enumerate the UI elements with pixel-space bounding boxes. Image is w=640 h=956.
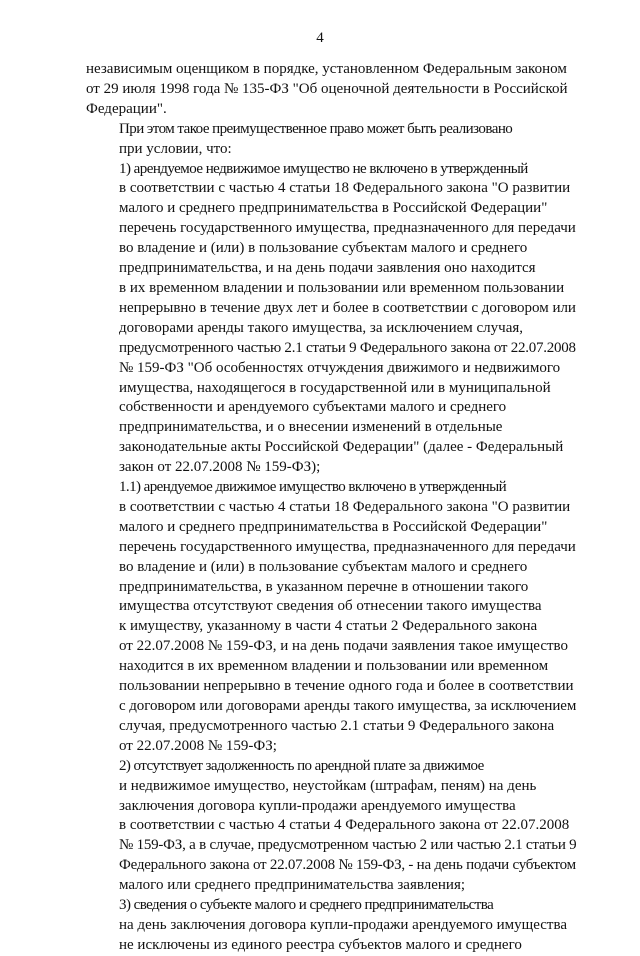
text-line: договорами аренды такого имущества, за исключением случая, (119, 319, 524, 336)
text-line: с договором или договорами аренды такого имущества, за исключением (119, 698, 577, 714)
text-line: в их временном владении и пользовании или временном пользовании (119, 279, 565, 296)
paragraph (86, 478, 576, 757)
text-line: непрерывно в течение двух лет и более в соответствии с договором или (119, 299, 576, 316)
text-line: во владение и (или) в пользование субъектам малого и среднего (119, 558, 528, 575)
text-line: При этом такое преимущественное право может быть реализовано (119, 120, 513, 137)
text-line: независимым оценщиком в порядке, установленном Федеральным законом (86, 61, 567, 77)
text-line: перечень государственного имущества, предназначенного для передачи (119, 538, 576, 555)
text-line: малого и среднего предпринимательства в Российской Федерации" (119, 200, 548, 217)
text-line: № 159-ФЗ, а в случае, предусмотренном частью 2 или частью 2.1 статьи 9 (119, 837, 577, 854)
document-body (86, 60, 576, 956)
text-line: № 159-ФЗ "Об особенностях отчуждения движимого и недвижимого (119, 359, 561, 376)
text-line: при условии, что: (119, 140, 232, 157)
paragraph (86, 60, 576, 120)
text-line: 3) сведения о субъекте малого и среднего предпринимательства (119, 897, 494, 914)
text-line: перечень государственного имущества, предназначенного для передачи (119, 220, 576, 237)
text-line: предпринимательства, в указанном перечне в отношении такого (119, 578, 529, 595)
text-line: не исключены из единого реестра субъектов малого и среднего (119, 936, 522, 953)
text-line: от 29 июля 1998 года № 135-ФЗ "Об оценочной деятельности в Российской (86, 80, 568, 97)
text-line: 1) арендуемое недвижимое имущество не включено в утвержденный (119, 160, 528, 177)
text-line: имущества, находящегося в государственной или в муниципальной (119, 379, 551, 396)
text-line: в соответствии с частью 4 статьи 4 Федерального закона от 22.07.2008 (119, 817, 570, 834)
text-line: собственности и арендуемого субъектами малого и среднего (119, 399, 507, 416)
text-line: во владение и (или) в пользование субъектам малого и среднего (119, 240, 528, 257)
text-line: в соответствии с частью 4 статьи 18 Федерального закона "О развитии (119, 180, 571, 197)
text-line: предпринимательства, и на день подачи заявления оно находится (119, 260, 536, 277)
text-line: предусмотренного частью 2.1 статьи 9 Федерального закона от 22.07.2008 (119, 339, 576, 356)
text-line: законодательные акты Российской Федерации" (далее - Федеральный (119, 439, 564, 456)
text-line: имущества отсутствуют сведения об отнесении такого имущества (119, 598, 542, 615)
page-number: 4 (316, 30, 324, 46)
text-line: заключения договора купли-продажи арендуемого имущества (119, 797, 516, 814)
paragraph (86, 757, 576, 896)
text-line: Федерации". (86, 100, 167, 117)
text-line: 2) отсутствует задолженность по арендной плате за движимое (119, 757, 484, 774)
text-line: в соответствии с частью 4 статьи 18 Федерального закона "О развитии (119, 498, 571, 515)
text-line: 1.1) арендуемое движимое имущество включено в утвержденный (119, 479, 507, 496)
text-line: предпринимательства, и о внесении изменений в отдельные (119, 419, 503, 436)
text-line: пользовании непрерывно в течение одного года и более в соответствии (119, 678, 574, 695)
paragraph (86, 896, 576, 956)
text-line: к имуществу, указанному в части 4 статьи 2 Федерального закона (119, 618, 538, 635)
paragraph (86, 160, 576, 479)
text-line: от 22.07.2008 № 159-ФЗ; (119, 737, 277, 754)
text-line: малого и среднего предпринимательства в Российской Федерации" (119, 518, 548, 535)
text-line: малого или среднего предпринимательства заявления; (119, 877, 466, 894)
text-line: и недвижимое имущество, неустойкам (штрафам, пеням) на день (119, 777, 537, 794)
text-line: случая, предусмотренного частью 2.1 статьи 9 Федерального закона (119, 717, 555, 734)
text-line: на день заключения договора купли-продажи арендуемого имущества (119, 916, 567, 933)
text-line: от 22.07.2008 № 159-ФЗ, и на день подачи заявления такое имущество (119, 638, 569, 655)
text-line: находится в их временном владении и пользовании или временном (119, 658, 549, 675)
paragraph (86, 120, 576, 160)
text-line: Федерального закона от 22.07.2008 № 159-ФЗ, - на день подачи субъектом (119, 857, 576, 874)
text-line: закон от 22.07.2008 № 159-ФЗ); (119, 459, 321, 476)
